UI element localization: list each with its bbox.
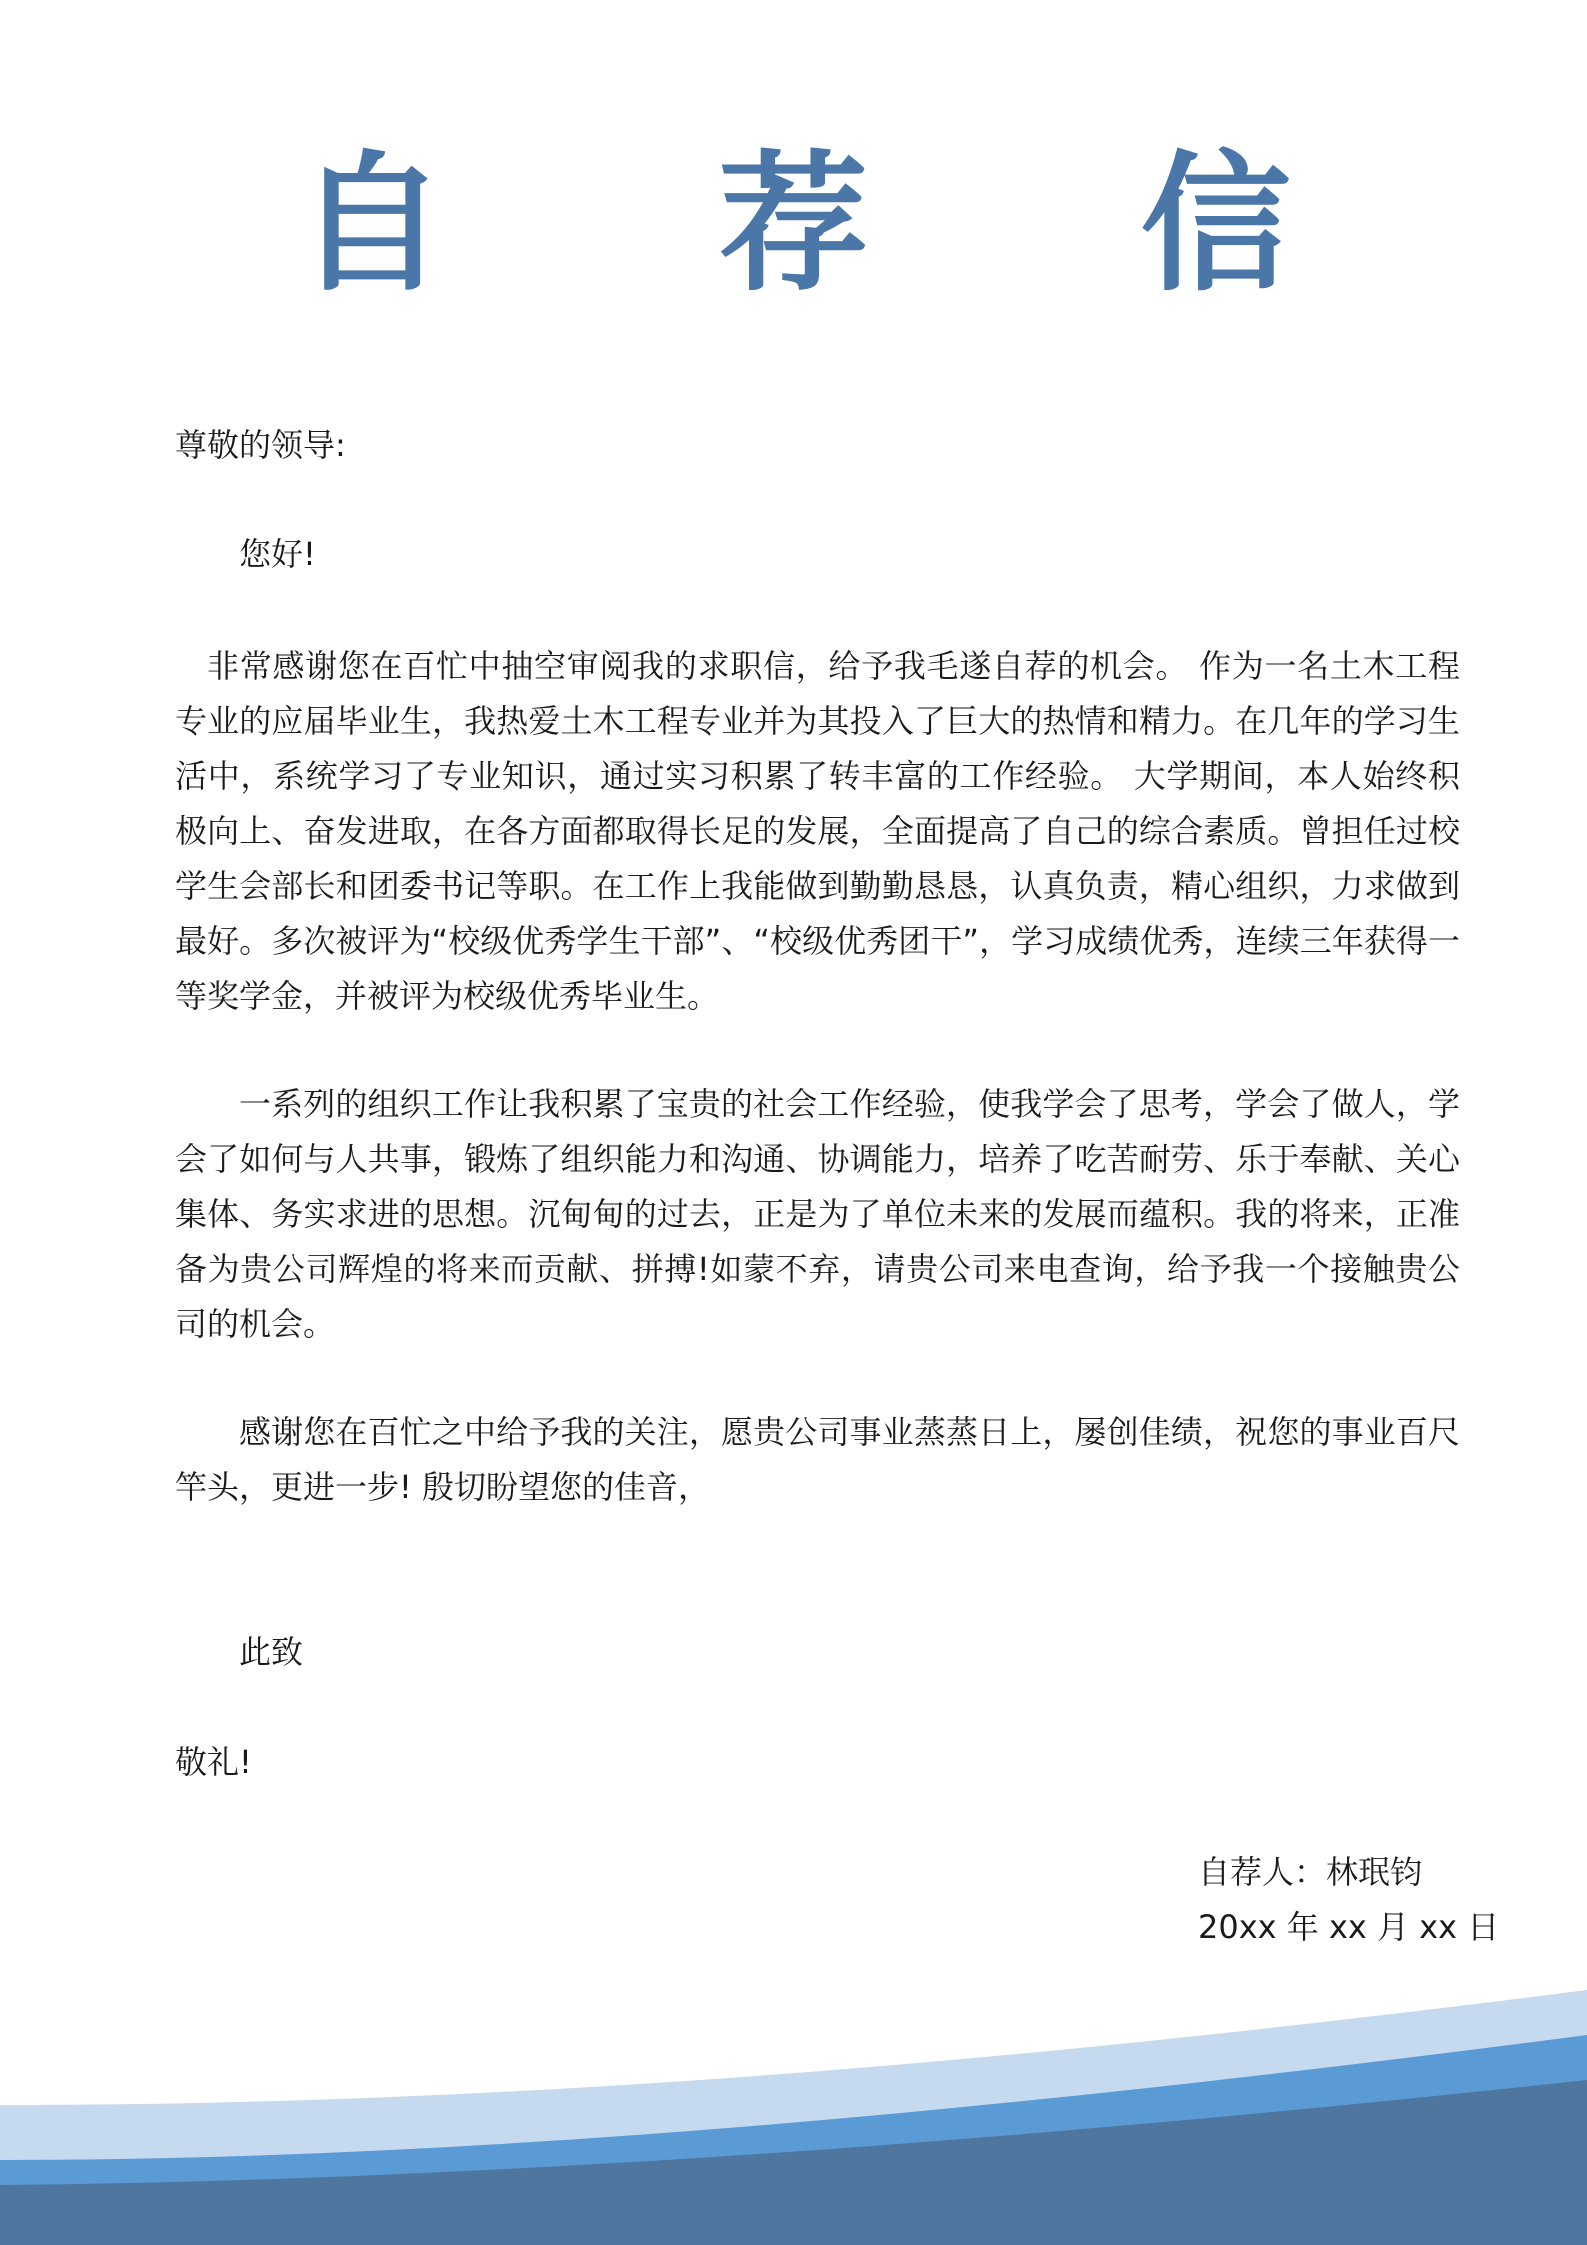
paragraph-experience: 一系列的组织工作让我积累了宝贵的社会工作经验，使我学会了思考，学会了做人，学会了如何与人共事，锻炼了组织能力和沟通、协调能力，培养了吃苦耐劳、乐于奉献、关心集体、务实求进的思想。沉甸甸的过去，正是为了单位未来的发展而蕴积。我的将来，正准备为贵公司辉煌的将来而贡献、拼搏!如蒙不弃，请贵公司来电查询，给予我一个接触贵公司的机会。	[175, 1085, 1460, 1343]
decorative-wave-footer	[0, 1985, 1587, 2245]
closing-line-1: 此致	[239, 1633, 304, 1671]
signature: 自荐人：林珉钧	[1198, 1853, 1423, 1891]
letter-title: 自 荐 信	[296, 138, 1401, 312]
closing-line-2: 敬礼!	[175, 1743, 252, 1781]
signature-date: 20xx 年 xx 月 xx 日	[1198, 1908, 1500, 1946]
salutation: 尊敬的领导:	[175, 426, 346, 464]
greeting: 您好!	[239, 535, 316, 573]
paragraph-introduction: 非常感谢您在百忙中抽空审阅我的求职信，给予我毛遂自荐的机会。 作为一名土木工程专业的应届毕业生，我热爱土木工程专业并为其投入了巨大的热情和精力。在几年的学习生活中，系统学习了专业知识，通过实习积累了转丰富的工作经验。 大学期间，本人始终积极向上、奋发进取，在各方面都取得长足的发展，全面提高了自己的综合素质。曾担任过校学生会部长和团委书记等职。在工作上我能做到勤勤恳恳，认真负责，精心组织，力求做到最好。多次被评为“校级优秀学生干部”、“校级优秀团干”，学习成绩优秀，连续三年获得一等奖学金，并被评为校级优秀毕业生。	[175, 647, 1460, 1015]
paragraph-thanks: 感谢您在百忙之中给予我的关注，愿贵公司事业蒸蒸日上，屡创佳绩，祝您的事业百尺竿头，更进一步! 殷切盼望您的佳音，	[175, 1413, 1460, 1506]
